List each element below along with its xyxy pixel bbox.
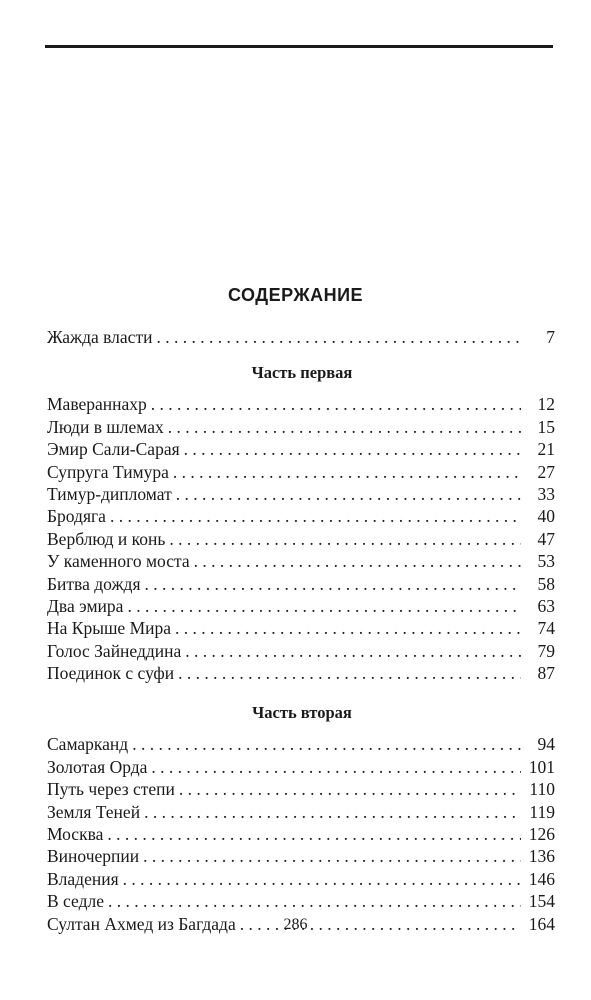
page-number: 286 bbox=[283, 916, 308, 933]
toc-entry-page: 87 bbox=[537, 663, 555, 684]
dot-leader bbox=[175, 617, 521, 639]
toc-entry-intro[interactable] bbox=[47, 326, 555, 348]
dot-leader bbox=[185, 640, 521, 662]
dot-leader bbox=[151, 756, 521, 778]
part-2-entries bbox=[47, 733, 555, 935]
toc-entry-page: 164 bbox=[528, 913, 555, 934]
toc-entry-page: 12 bbox=[537, 394, 555, 415]
part-heading-2: Часть вторая bbox=[252, 703, 352, 723]
toc-entry-title: Самарканд bbox=[47, 734, 129, 755]
toc-entry[interactable] bbox=[47, 461, 555, 483]
toc-entry-title: Тимур-дипломат bbox=[47, 483, 172, 504]
toc-entry[interactable] bbox=[47, 823, 555, 845]
dot-leader bbox=[156, 326, 521, 348]
toc-entry-page: 74 bbox=[537, 618, 555, 639]
toc-entry-title: Бродяга bbox=[47, 506, 106, 527]
dot-leader bbox=[144, 801, 521, 823]
toc-entry[interactable] bbox=[47, 890, 555, 912]
toc-entry[interactable] bbox=[47, 801, 555, 823]
dot-leader bbox=[173, 461, 521, 483]
toc-entry[interactable] bbox=[47, 528, 555, 550]
toc-entry-page: 7 bbox=[546, 327, 555, 347]
toc-entry-title: Битва дождя bbox=[47, 573, 141, 594]
toc-entry-title: Виночерпии bbox=[47, 846, 140, 867]
table-of-contents bbox=[47, 326, 555, 935]
toc-entry-page: 27 bbox=[537, 461, 555, 482]
dot-leader bbox=[108, 890, 521, 912]
toc-entry-page: 47 bbox=[537, 528, 555, 549]
toc-entry[interactable] bbox=[47, 778, 555, 800]
dot-leader bbox=[145, 573, 522, 595]
toc-entry-title: Эмир Сали-Сарая bbox=[47, 439, 180, 460]
toc-entry[interactable] bbox=[47, 756, 555, 778]
dot-leader bbox=[151, 393, 521, 415]
toc-entry-page: 33 bbox=[537, 483, 555, 504]
toc-entry-title: Поединок с суфи bbox=[47, 663, 175, 684]
toc-entry-page: 15 bbox=[537, 416, 555, 437]
dot-leader bbox=[143, 845, 521, 867]
toc-entry[interactable] bbox=[47, 662, 555, 684]
dot-leader bbox=[179, 778, 521, 800]
toc-entry[interactable] bbox=[47, 505, 555, 527]
toc-entry-title: Жажда власти bbox=[47, 327, 153, 347]
dot-leader bbox=[110, 505, 521, 527]
dot-leader bbox=[178, 662, 521, 684]
toc-entry-page: 154 bbox=[528, 891, 555, 912]
dot-leader bbox=[176, 483, 521, 505]
toc-entry[interactable] bbox=[47, 845, 555, 867]
toc-entry-title: Путь через степи bbox=[47, 779, 175, 800]
toc-entry-page: 110 bbox=[529, 779, 555, 800]
toc-entry[interactable] bbox=[47, 393, 555, 415]
toc-entry-title: Верблюд и конь bbox=[47, 528, 166, 549]
toc-entry-page: 58 bbox=[537, 573, 555, 594]
toc-entry-page: 126 bbox=[528, 824, 555, 845]
top-rule bbox=[45, 45, 553, 48]
toc-entry-title: В седле bbox=[47, 891, 104, 912]
dot-leader bbox=[169, 528, 521, 550]
toc-entry-title: Земля Теней bbox=[47, 801, 141, 822]
dot-leader bbox=[168, 416, 521, 438]
toc-entry[interactable] bbox=[47, 868, 555, 890]
toc-entry-page: 136 bbox=[528, 846, 555, 867]
toc-entry-page: 101 bbox=[528, 756, 555, 777]
toc-entry[interactable] bbox=[47, 640, 555, 662]
toc-entry-title: Владения bbox=[47, 868, 119, 889]
toc-entry-page: 21 bbox=[537, 439, 555, 460]
toc-entry-page: 53 bbox=[537, 551, 555, 572]
dot-leader bbox=[194, 550, 521, 572]
toc-entry-title: Голос Зайнеддина bbox=[47, 640, 182, 661]
dot-leader bbox=[107, 823, 521, 845]
toc-entry-page: 119 bbox=[529, 801, 555, 822]
toc-entry[interactable] bbox=[47, 617, 555, 639]
toc-entry[interactable] bbox=[47, 550, 555, 572]
toc-entry-title: Супруга Тимура bbox=[47, 461, 169, 482]
toc-entry[interactable] bbox=[47, 573, 555, 595]
toc-entry-page: 79 bbox=[537, 640, 555, 661]
toc-entry-title: Москва bbox=[47, 824, 104, 845]
toc-entry-page: 146 bbox=[528, 868, 555, 889]
dot-leader bbox=[127, 595, 521, 617]
part-1-entries bbox=[47, 393, 555, 684]
toc-entry-page: 94 bbox=[537, 734, 555, 755]
toc-entry-page: 40 bbox=[537, 506, 555, 527]
toc-entry[interactable] bbox=[47, 416, 555, 438]
toc-entry-title: Два эмира bbox=[47, 595, 124, 616]
dot-leader bbox=[132, 733, 521, 755]
part-heading-1: Часть первая bbox=[251, 363, 353, 383]
dot-leader bbox=[123, 868, 521, 890]
toc-entry[interactable] bbox=[47, 595, 555, 617]
toc-entry[interactable] bbox=[47, 438, 555, 460]
toc-entry[interactable] bbox=[47, 733, 555, 755]
dot-leader bbox=[184, 438, 521, 460]
toc-entry-title: У каменного моста bbox=[47, 551, 190, 572]
toc-entry-title: На Крыше Мира bbox=[47, 618, 172, 639]
toc-entry-title: Золотая Орда bbox=[47, 756, 148, 777]
toc-entry-title: Люди в шлемах bbox=[47, 416, 164, 437]
toc-entry-page: 63 bbox=[537, 595, 555, 616]
toc-entry[interactable] bbox=[47, 483, 555, 505]
toc-title: СОДЕРЖАНИЕ bbox=[227, 285, 364, 305]
toc-entry-title: Мавераннахр bbox=[47, 394, 147, 415]
toc-entry-title: Султан Ахмед из Багдада bbox=[47, 913, 236, 934]
